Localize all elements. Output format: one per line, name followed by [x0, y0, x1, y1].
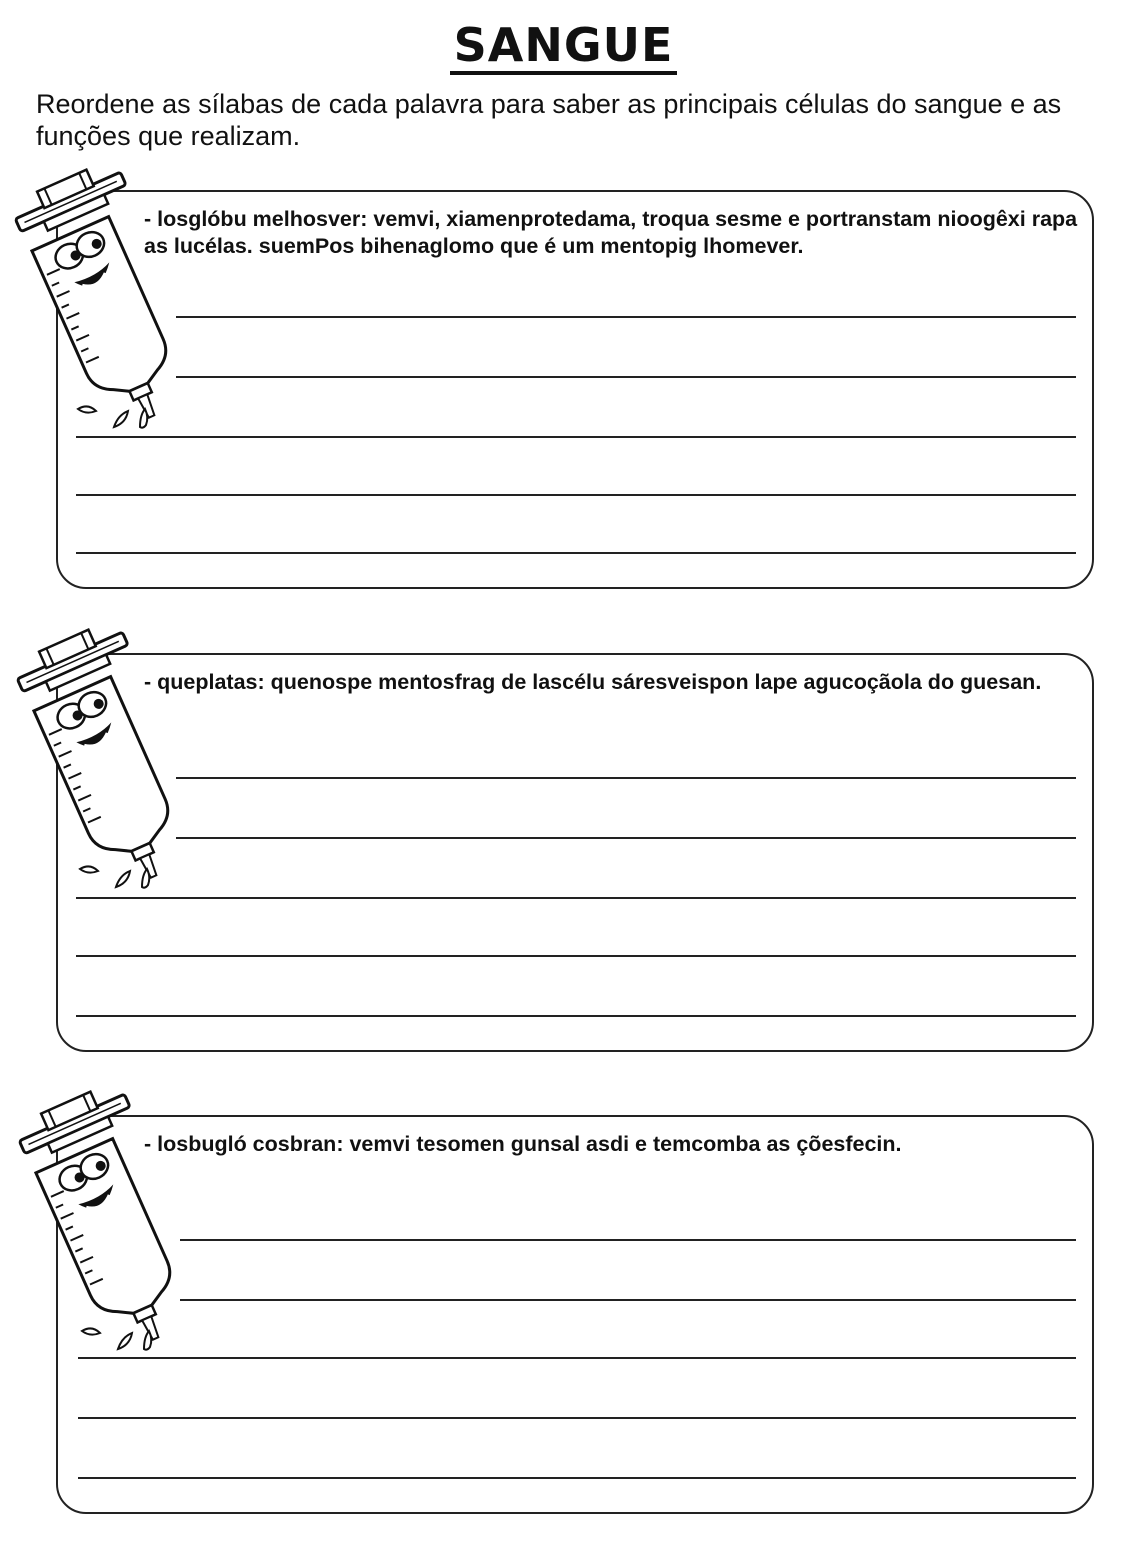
answer-line[interactable] — [176, 777, 1076, 779]
page-title: SANGUE — [0, 18, 1124, 75]
answer-line[interactable] — [76, 552, 1076, 554]
answer-line[interactable] — [78, 1417, 1076, 1419]
answer-line[interactable] — [76, 1015, 1076, 1017]
answer-line[interactable] — [180, 1239, 1076, 1241]
syringe-mascot-icon — [12, 165, 182, 435]
exercise-3-text: - losbugló cosbran: vemvi tesomen gunsal asdi e temcomba as çõesfecin. — [144, 1132, 902, 1156]
exercise-1-text: - losglóbu melhosver: vemvi, xiamenprotedama, troqua sesme e portranstam nioogêxi rapa as lucélas. suemPos bihenaglomo que é um mentopig lhomever. — [144, 207, 1078, 258]
answer-line[interactable] — [78, 1477, 1076, 1479]
answer-line[interactable] — [176, 837, 1076, 839]
answer-line[interactable] — [176, 316, 1076, 318]
syringe-mascot-icon — [14, 625, 184, 895]
instructions-text: Reordene as sílabas de cada palavra para saber as principais células do sangue e as funções que realizam. — [36, 89, 1062, 151]
exercise-panel-1 — [56, 190, 1094, 589]
answer-line[interactable] — [180, 1299, 1076, 1301]
exercise-panel-3 — [56, 1115, 1094, 1514]
exercise-panel-2 — [56, 653, 1094, 1052]
answer-line[interactable] — [76, 897, 1076, 899]
syringe-mascot-icon — [16, 1087, 186, 1357]
exercise-2-text: - queplatas: quenospe mentosfrag de lascélu sáresveispon lape agucoçãola do guesan. — [144, 670, 1042, 694]
answer-line[interactable] — [176, 376, 1076, 378]
answer-line[interactable] — [76, 494, 1076, 496]
answer-line[interactable] — [78, 1357, 1076, 1359]
answer-line[interactable] — [76, 436, 1076, 438]
answer-line[interactable] — [76, 955, 1076, 957]
